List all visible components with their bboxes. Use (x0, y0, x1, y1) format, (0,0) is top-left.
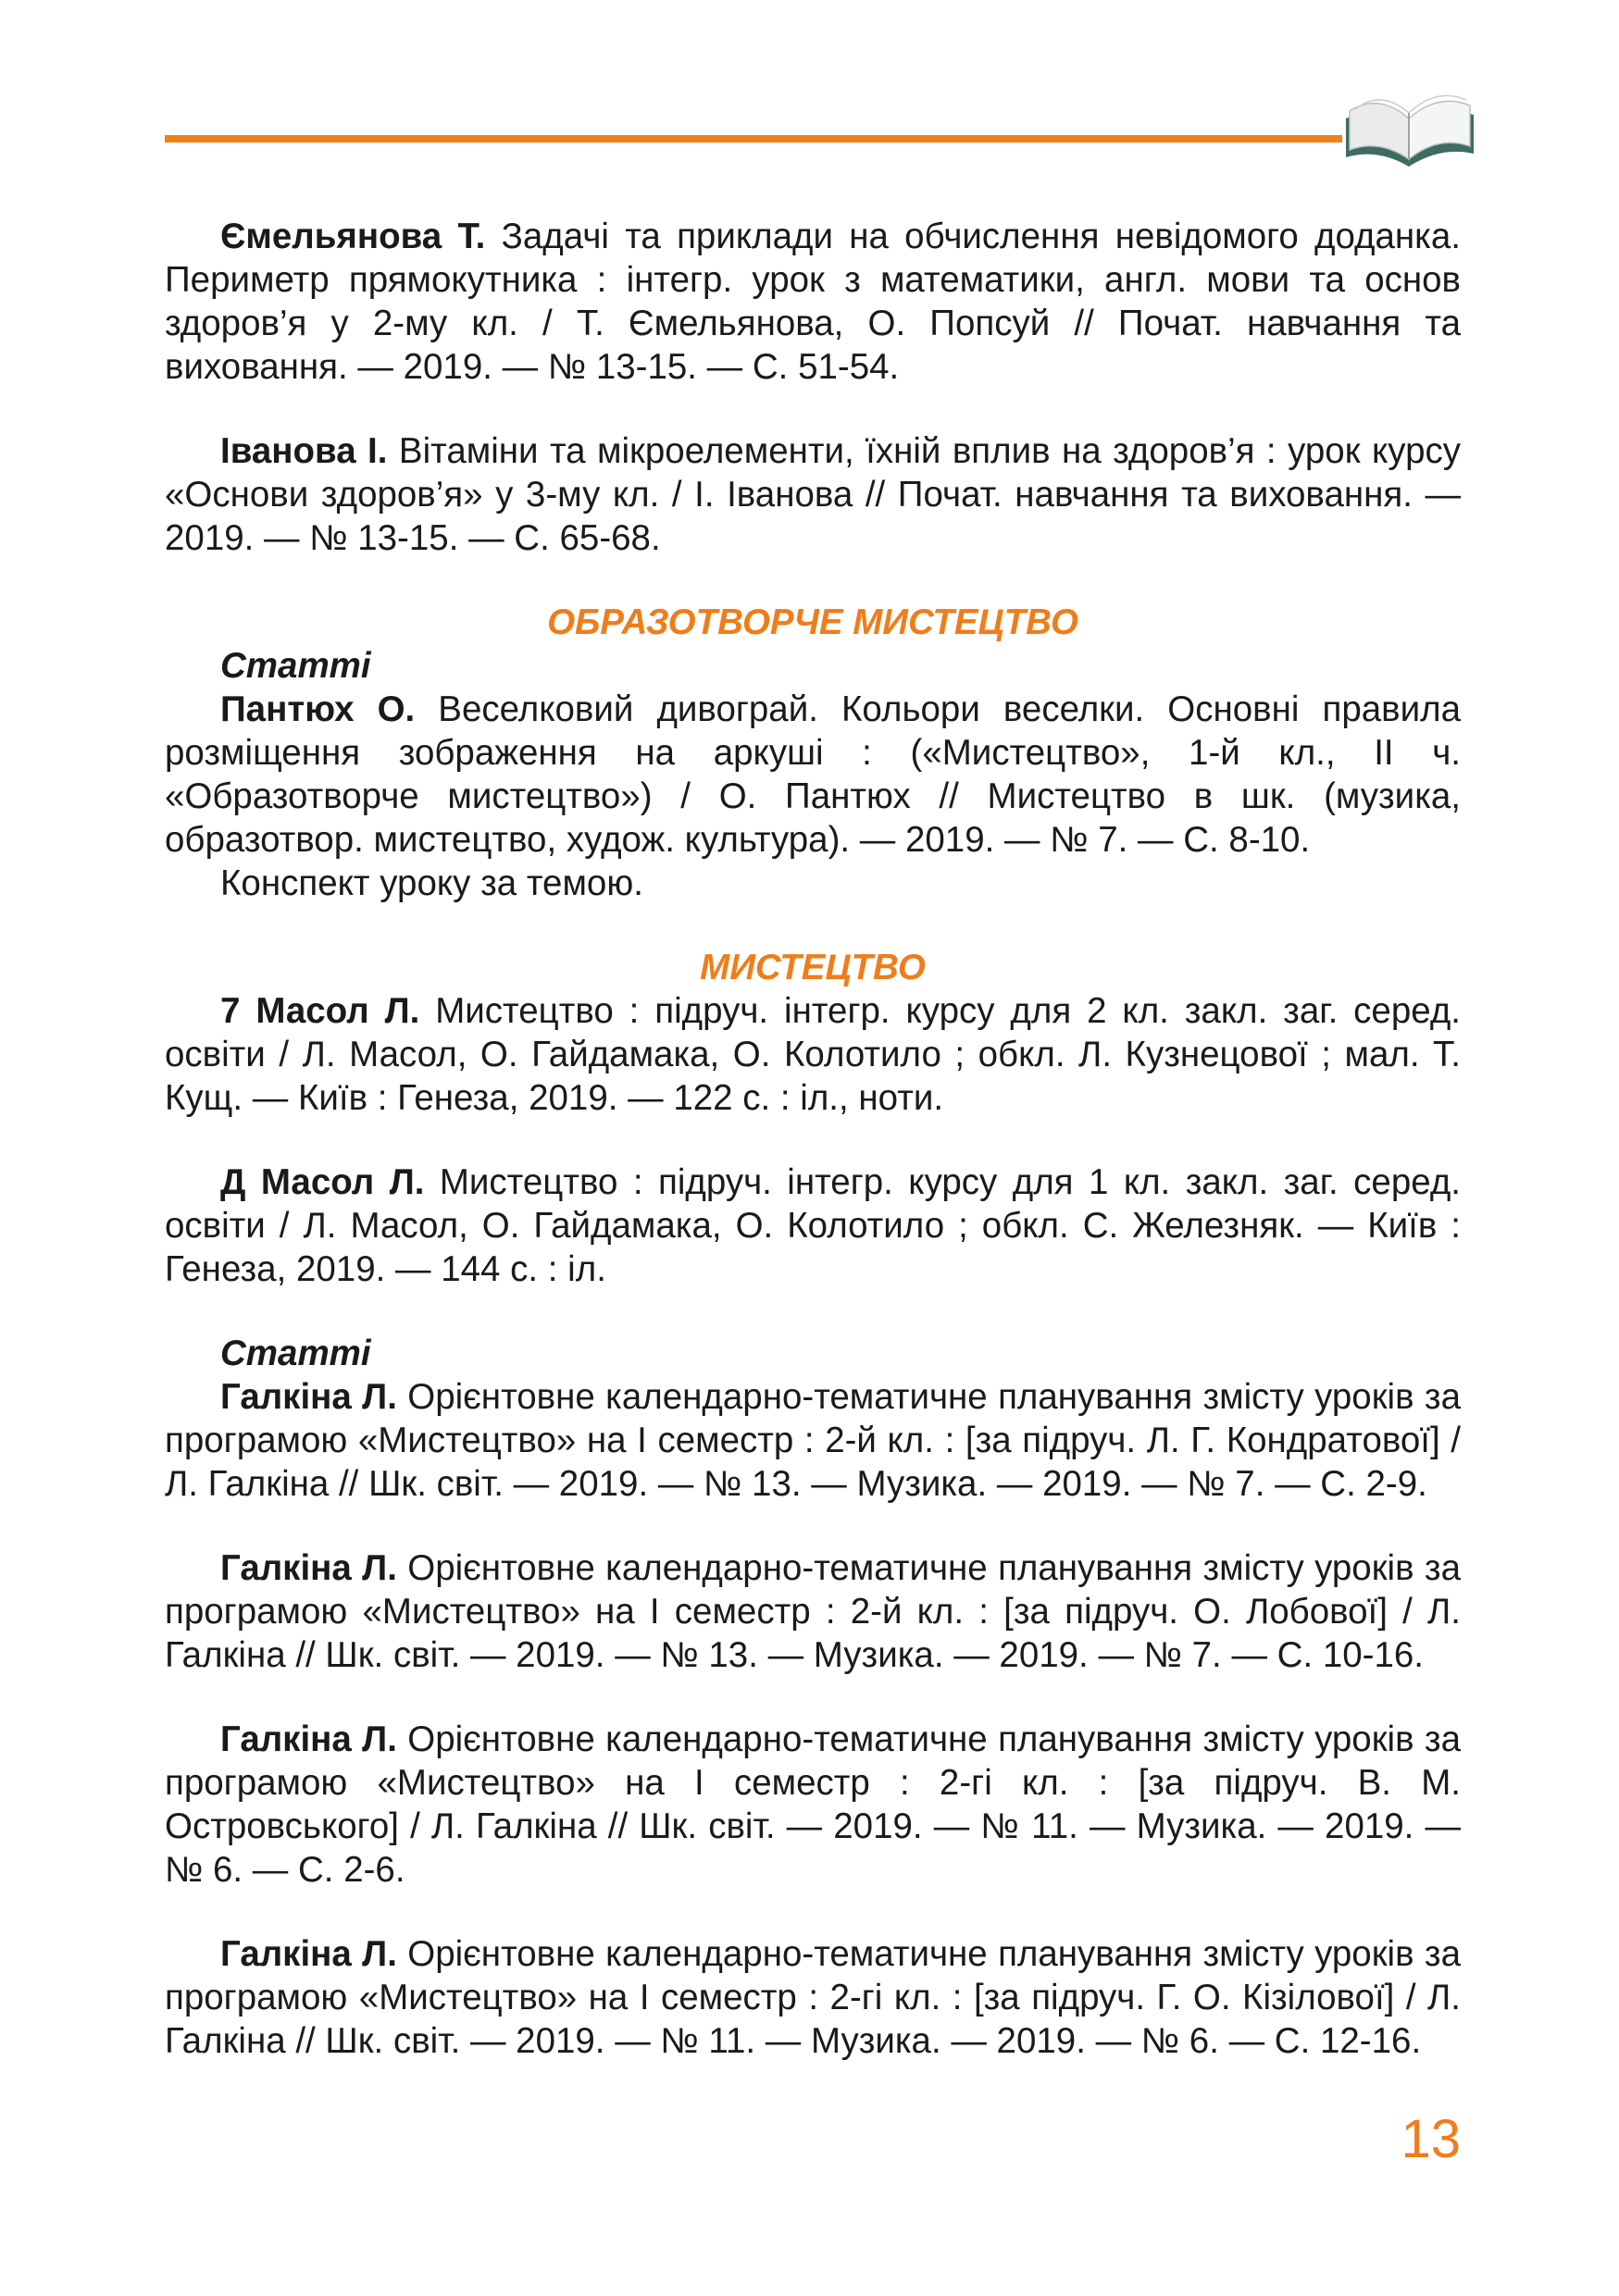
entry-text: Орієнтовне календарно-тематичне планування змісту уроків за програмою «Мистецтво» на І семестр : 2-й кл. : [за підруч. Л. Г. Кондратової] /Л. Галкіна // Шк. світ. — 2019. — № 13. — Музика. — 2019. — № 7. — С. 2-9. (165, 1377, 1461, 1504)
entry-author: Галкіна Л. (220, 1548, 397, 1588)
bibliography-entry (165, 1718, 1461, 1892)
entry-text: Орієнтовне календарно-тематичне планування змісту уроків за програмою «Мистецтво» на І семестр : 2-гі кл. : [за підруч. Г. О. Кізілової] / Л. Галкіна // Шк. світ. — 2019. — № 11. — Музика. — 2019. — № 6. — С. 12-16. (165, 1934, 1461, 2061)
entry-author: Галкіна Л. (220, 1377, 397, 1417)
entry-note: Конспект уроку за темою. (220, 863, 643, 903)
bibliography-entry (165, 215, 1461, 389)
entry-author: Ємельянова Т. (220, 217, 486, 256)
entry-text: Задачі та приклади на обчислення невідомого доданка. Периметр прямокутника : інтегр. урок з математики, англ. мови та основ здоров’я у 2-му кл. / Т. Ємельянова, О. Попсуй // Почат. навчання та виховання. — 2019. — № 13-15. — С. 51-54. (165, 217, 1461, 387)
entry-author: Пантюх О. (220, 689, 416, 729)
section-heading-fine-art: ОБРАЗОТВОРЧЕ МИСТЕЦТВО (547, 602, 1078, 642)
header-rule (165, 135, 1342, 143)
entry-author: Д Масол Л. (220, 1162, 425, 1202)
bibliography-entry (165, 989, 1461, 1120)
entry-author: Галкіна Л. (220, 1934, 397, 1974)
subheading-articles: Статті (220, 1334, 371, 1373)
bibliography-content (165, 215, 1461, 2063)
bibliography-entry (165, 429, 1461, 560)
entry-author: Галкіна Л. (220, 1719, 397, 1759)
entry-text: Орієнтовне календарно-тематичне планування змісту уроків за програмою «Мистецтво» на І семестр : 2-й кл. : [за підруч. О. Лобової] / Л. Галкіна // Шк. світ. — 2019. — № 13. — Музика. — 2019. — № 7. — С. 10-16. (165, 1548, 1461, 1675)
bibliography-entry (165, 688, 1461, 862)
entry-text: Орієнтовне календарно-тематичне планування змісту уроків за програмою «Мистецтво» на І семестр : 2-гі кл. : [за підруч. В. М. Островського] / Л. Галкіна // Шк. світ. — 2019. — № 11. — Музика. — 2019. — № 6. — С. 2-6. (165, 1719, 1461, 1890)
subheading-articles: Статті (220, 646, 371, 686)
bibliography-entry (165, 1375, 1461, 1506)
page-number: 13 (1401, 2109, 1461, 2169)
entry-author: Іванова І. (220, 431, 388, 471)
open-book-icon (1340, 74, 1479, 176)
entry-text: Вітаміни та мікроелементи, їхній вплив на здоров’я : урок курсу «Основи здоров’я» у 3-му кл. / І. Іванова // Почат. навчання та виховання. — 2019. — № 13-15. — С. 65-68. (165, 431, 1462, 558)
section-heading-art: МИСТЕЦТВО (700, 948, 926, 987)
bibliography-entry (165, 1546, 1461, 1677)
entry-text: Мистецтво : підруч. інтегр. курсу для 1 кл. закл. заг. серед. освіти / Л. Масол, О. Гайдамака, О. Колотило ; обкл. С. Железняк. — Київ : Генеза, 2019. — 144 с. : іл. (165, 1162, 1461, 1289)
entry-text: Веселковий дивограй. Кольори веселки. Основні правила розміщення зображення на аркуші : («Мистецтво», 1-й кл., ІІ ч. «Образотворче мистецтво») / О. Пантюх // Мистецтво в шк. (музика, образотвор. мистецтво, худож. культура). — 2019. — № 7. — С. 8-10. (165, 689, 1461, 860)
entry-author: 7 Масол Л. (220, 991, 420, 1031)
entry-text: Мистецтво : підруч. інтегр. курсу для 2 кл. закл. заг. серед. освіти / Л. Масол, О. Гайдамака, О. Колотило ; обкл. Л. Кузнецової ; мал. Т. Кущ. — Київ : Генеза, 2019. — 122 с. : іл., ноти. (165, 991, 1461, 1118)
bibliography-entry (165, 1160, 1461, 1291)
bibliography-entry (165, 1932, 1461, 2063)
